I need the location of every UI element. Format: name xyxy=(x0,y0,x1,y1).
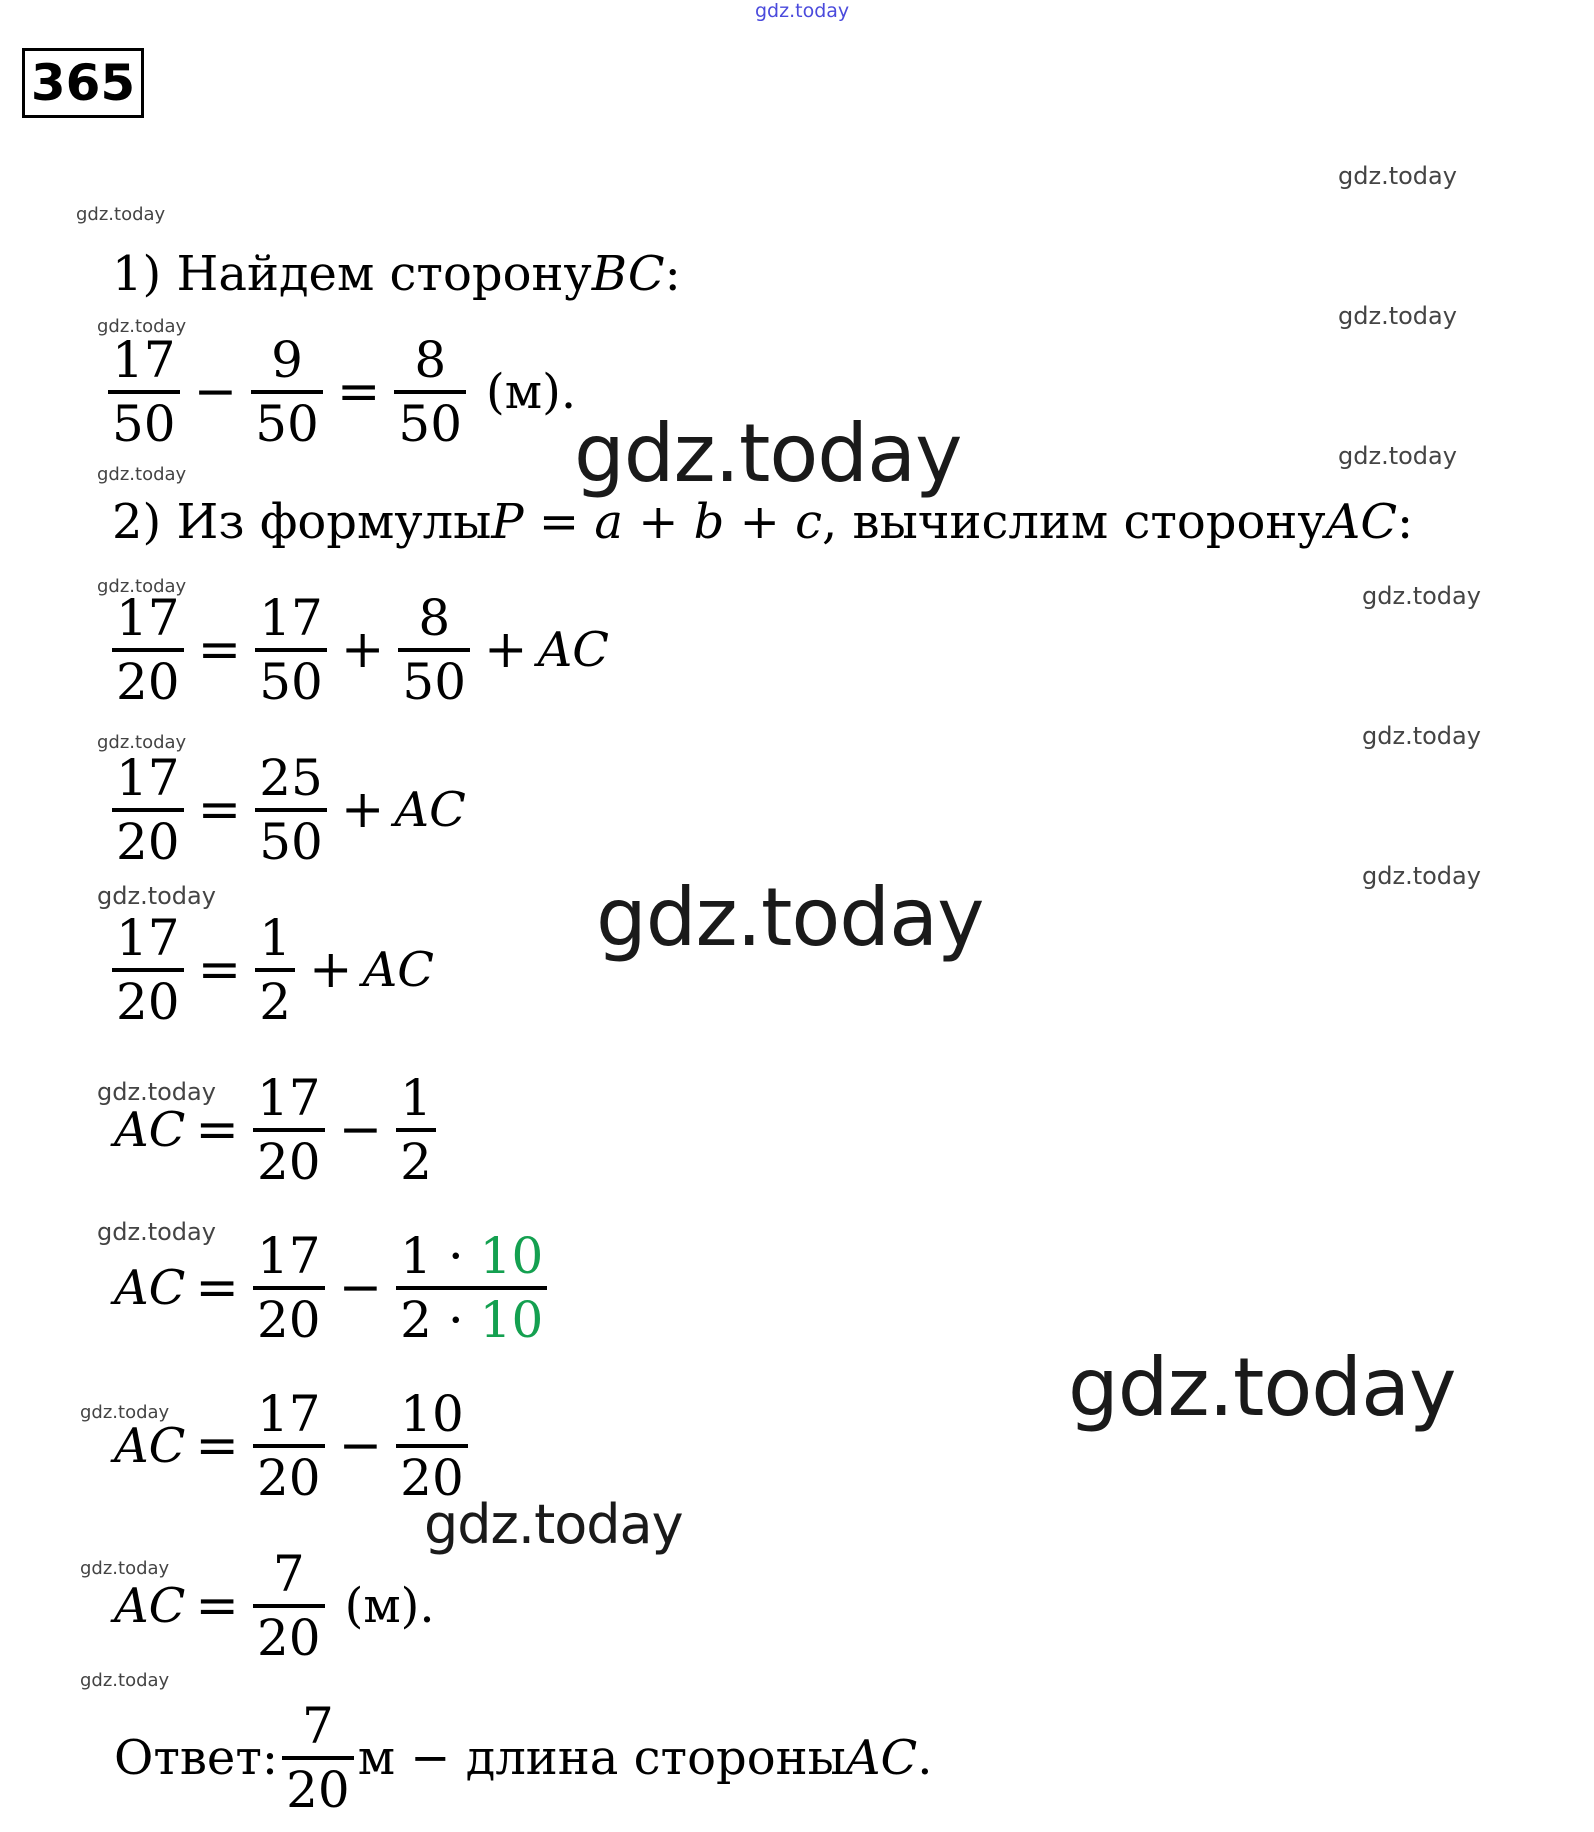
watermark: gdz.today xyxy=(1338,302,1457,330)
step1-equation: $\frac{17}{50}$ − $\frac{9}{50}$ = $\frac{8}{50}$ (м). xyxy=(104,330,576,454)
watermark: gdz.today xyxy=(97,576,187,597)
watermark-top: gdz.today xyxy=(755,0,850,22)
watermark: gdz.today xyxy=(80,1670,170,1691)
answer-label: Ответ: xyxy=(114,1730,279,1786)
watermark: gdz.today xyxy=(97,1218,216,1246)
step1-heading-var: BC xyxy=(591,246,665,302)
watermark-large: gdz.today xyxy=(1068,1341,1456,1434)
fraction: $\frac{8}{50}$ xyxy=(394,330,466,454)
watermark: gdz.today xyxy=(97,1078,216,1106)
watermark-large: gdz.today xyxy=(574,407,962,500)
watermark-large: gdz.today xyxy=(596,871,984,964)
watermark: gdz.today xyxy=(1338,442,1457,470)
watermark: gdz.today xyxy=(1338,162,1457,190)
watermark: gdz.today xyxy=(1362,862,1481,890)
step2-eq1: $\frac{17}{20}$ = $\frac{17}{50}$ + $\frac{8}{50}$ + AC xyxy=(108,588,609,712)
fraction: $\frac{17}{50}$ xyxy=(108,330,180,454)
step1-heading xyxy=(112,246,681,302)
step2-eq5: AC = $\frac{17}{20}$ − $\frac{1 \cdot 10}{2 \cdot 10}$ xyxy=(114,1226,551,1350)
fraction-expanded: $\frac{1 \cdot 10}{2 \cdot 10}$ xyxy=(396,1226,547,1350)
watermark: gdz.today xyxy=(80,1558,170,1579)
answer-line: Ответ: $\frac{7}{20}$ м − длина стороны AC . xyxy=(114,1697,933,1819)
watermark: gdz.today xyxy=(80,1402,170,1423)
watermark: gdz.today xyxy=(97,732,187,753)
answer-fraction: $\frac{7}{20}$ xyxy=(282,1696,354,1820)
watermark: gdz.today xyxy=(97,316,187,337)
step1-heading-text: 1) Найдем сторону xyxy=(112,246,592,302)
fraction: $\frac{9}{50}$ xyxy=(251,330,323,454)
watermark: gdz.today xyxy=(1362,582,1481,610)
step2-eq3: $\frac{17}{20}$ = $\frac{1}{2}$ + AC xyxy=(108,908,434,1032)
watermark: gdz.today xyxy=(97,464,187,485)
problem-number-box xyxy=(22,48,144,118)
step2-eq4: AC = $\frac{17}{20}$ − $\frac{1}{2}$ xyxy=(114,1068,440,1192)
step2-eq7: AC = $\frac{7}{20}$ (м). xyxy=(114,1545,435,1667)
step1-heading-suffix: : xyxy=(664,246,681,302)
watermark: gdz.today xyxy=(97,882,216,910)
step2-heading: 2) Из формулы P = a + b + c , вычислим сторону AC : xyxy=(112,494,1414,550)
watermark: gdz.today xyxy=(76,204,166,225)
watermark-large: gdz.today xyxy=(424,1493,683,1556)
problem-number: 365 xyxy=(30,54,136,112)
step2-eq6: AC = $\frac{17}{20}$ − $\frac{10}{20}$ xyxy=(114,1384,472,1508)
watermark: gdz.today xyxy=(1362,722,1481,750)
step2-eq2: $\frac{17}{20}$ = $\frac{25}{50}$ + AC xyxy=(108,748,466,872)
